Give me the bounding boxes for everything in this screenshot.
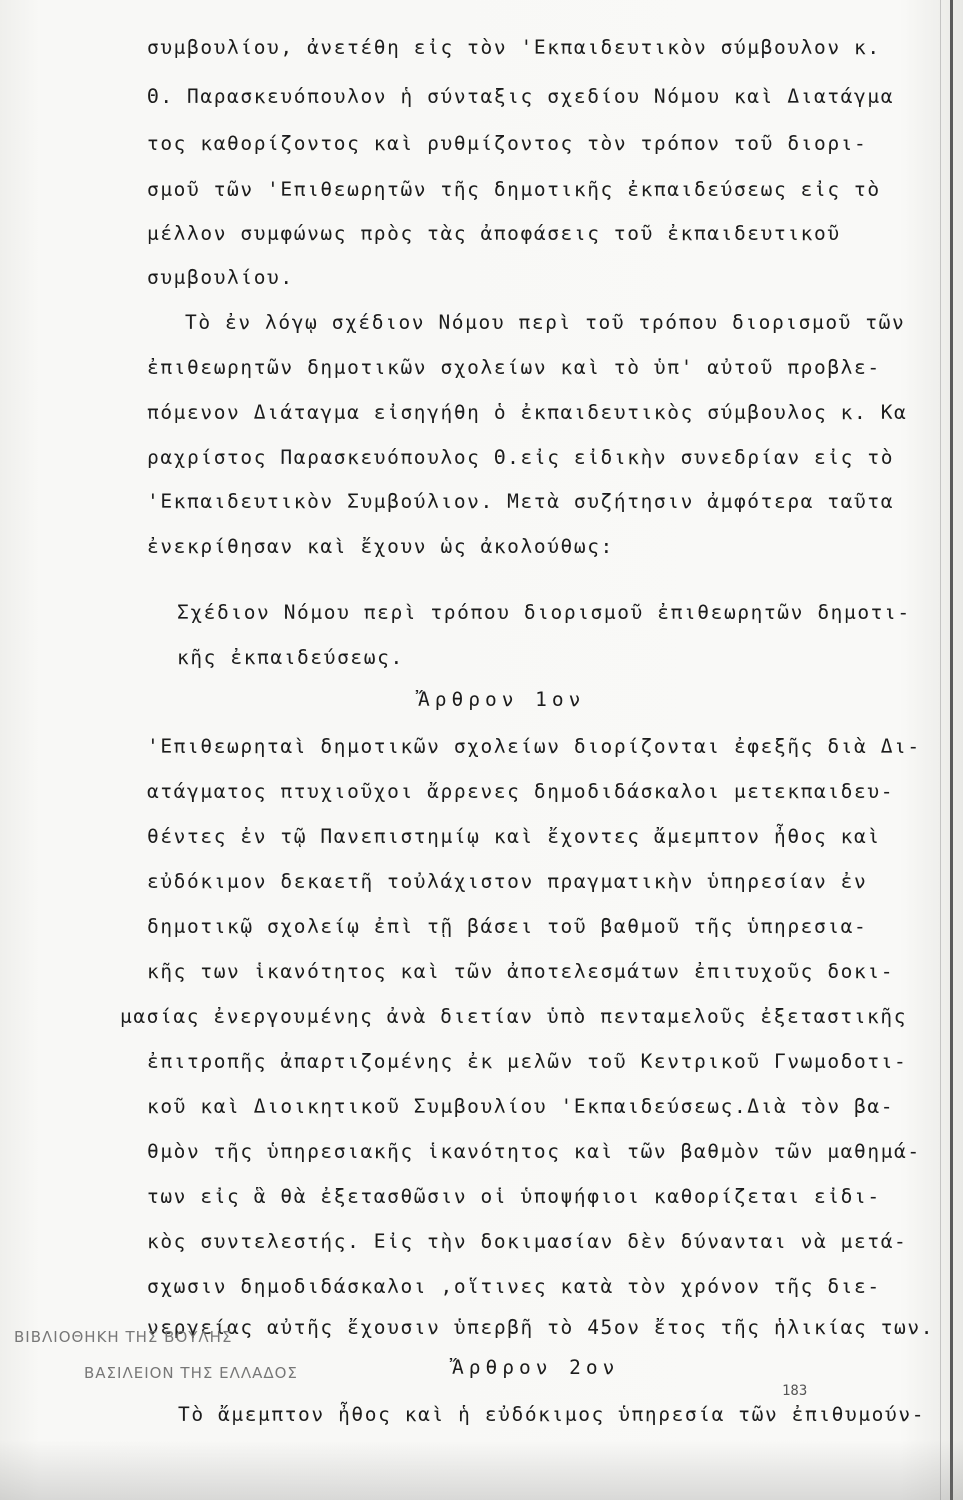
text-line: θέντες ἐν τῷ Πανεπιστημίῳ καὶ ἔχοντες ἄμεμπτον ἦθος καὶ (147, 825, 881, 848)
text-line: 'Επιθεωρηταὶ δημοτικῶν σχολείων διορίζονται ἐφεξῆς διὰ Δι- (147, 735, 921, 758)
text-line: τος καθορίζοντος καὶ ρυθμίζοντος τὸν τρόπον τοῦ διορι- (147, 132, 868, 155)
text-line: σμοῦ τῶν 'Επιθεωρητῶν τῆς δημοτικῆς ἐκπαιδεύσεως εἰς τὸ (147, 178, 881, 201)
page-edge-shadow (950, 0, 953, 1500)
text-line: μέλλον συμφώνως πρὸς τὰς ἀποφάσεις τοῦ ἐκπαιδευτικοῦ (147, 222, 841, 245)
library-stamp-line-1: ΒΙΒΛΙΟΘΗΚΗ ΤΗΣ ΒΟΥΛΗΣ (14, 1328, 233, 1346)
text-line: συμβουλίου. (147, 266, 294, 289)
text-line: σχωσιν δημοδιδάσκαλοι ,οἵτινες κατὰ τὸν χρόνον τῆς διε- (147, 1275, 881, 1298)
text-line: κῆς των ἱκανότητος καὶ τῶν ἀποτελεσμάτων ἐπιτυχοῦς δοκι- (147, 960, 895, 983)
text-line: ατάγματος πτυχιοῦχοι ἄρρενες δημοδιδάσκαλοι μετεκπαιδευ- (147, 780, 895, 803)
text-line: κὸς συντελεστής. Εἰς τὴν δοκιμασίαν δὲν δύνανται νὰ μετά- (147, 1230, 908, 1253)
library-stamp-line-2: ΒΑΣΙΛΕΙΟΝ ΤΗΣ ΕΛΛΑΔΟΣ (84, 1364, 298, 1382)
text-line: ἐνεκρίθησαν καὶ ἔχουν ὡς ἀκολούθως: (147, 535, 614, 558)
text-line: εὐδόκιμον δεκαετῆ τοὐλάχιστον πραγματικὴν ὑπηρεσίαν ἐν (147, 870, 868, 893)
article-heading-1: Ἄρθρον 1ον (418, 688, 586, 711)
text-line: ἐπιθεωρητῶν δημοτικῶν σχολείων καὶ τὸ ὑπ' αὐτοῦ προβλε- (147, 356, 881, 379)
page-number: 183 (782, 1383, 808, 1399)
text-line: Σχέδιον Νόμου περὶ τρόπου διορισμοῦ ἐπιθεωρητῶν δημοτι- (177, 601, 911, 624)
text-line: κοῦ καὶ Διοικητικοῦ Συμβουλίου 'Εκπαιδεύσεως.Διὰ τὸν βα- (147, 1095, 895, 1118)
text-line: συμβουλίου, ἀνετέθη εἰς τὸν 'Εκπαιδευτικὸν σύμβουλον κ. (147, 36, 881, 59)
text-line: των εἰς ἃ θὰ ἐξετασθῶσιν οἱ ὑποψήφιοι καθορίζεται εἰδι- (147, 1185, 881, 1208)
text-line: 'Εκπαιδευτικὸν Συμβούλιον. Μετὰ συζήτησιν ἀμφότερα ταῦτα (147, 490, 895, 513)
article-heading-2: Ἄρθρον 2ον (452, 1356, 620, 1379)
text-line: Θ. Παρασκευόπουλον ἡ σύνταξις σχεδίου Νόμου καὶ Διατάγμα (147, 85, 895, 108)
text-line: νεργείας αὐτῆς ἔχουσιν ὑπερβῆ τὸ 45ον ἔτος τῆς ἡλικίας των. (147, 1316, 935, 1339)
text-line: πόμενον Διάταγμα εἰσηγήθη ὁ ἐκπαιδευτικὸς σύμβουλος κ. Κα (147, 401, 908, 424)
text-line: μασίας ἐνεργουμένης ἀνὰ διετίαν ὑπὸ πενταμελοῦς ἐξεταστικῆς (120, 1005, 908, 1028)
text-line: Τὸ ἄμεμπτον ἦθος καὶ ἡ εὐδόκιμος ὑπηρεσία τῶν ἐπιθυμούν- (178, 1403, 926, 1426)
text-line: ἐπιτροπῆς ἀπαρτιζομένης ἐκ μελῶν τοῦ Κεντρικοῦ Γνωμοδοτι- (147, 1050, 908, 1073)
text-line: κῆς ἐκπαιδεύσεως. (177, 646, 404, 669)
scan-bottom-shadow (0, 1440, 963, 1500)
text-line: δημοτικῷ σχολείῳ ἐπὶ τῇ βάσει τοῦ βαθμοῦ τῆς ὑπηρεσια- (147, 915, 868, 938)
text-line: ραχρίστος Παρασκευόπουλος Θ.εἰς εἰδικὴν συνεδρίαν εἰς τὸ (147, 446, 895, 469)
text-line: Τὸ ἐν λόγῳ σχέδιον Νόμου περὶ τοῦ τρόπου διορισμοῦ τῶν (185, 311, 906, 334)
page-edge-line (940, 0, 941, 1500)
text-line: θμὸν τῆς ὑπηρεσιακῆς ἱκανότητος καὶ τῶν βαθμὸν τῶν μαθημά- (147, 1140, 921, 1163)
